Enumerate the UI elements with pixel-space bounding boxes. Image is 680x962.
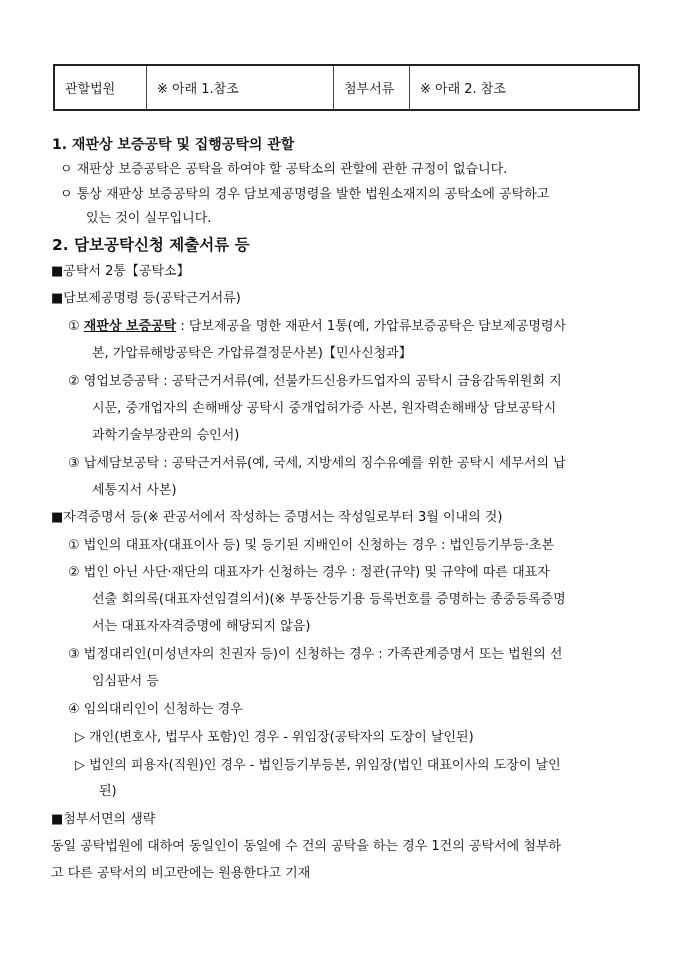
section1-bullet-2-cont: 있는 것이 실무입니다. (86, 211, 212, 226)
business-guarantee-cont-1: 시문, 중개업자의 손해배상 공탁시 중개업허가증 사본, 원자력손해배상 담보공탁시 (92, 401, 557, 416)
business-guarantee-line: ② 영업보증공탁 : 공탁근거서류(예, 선불카드신용카드업자의 공탁시 금융감독위원회 지 (68, 374, 562, 389)
qualification-4: ④ 임의대리인이 신청하는 경우 (68, 702, 243, 717)
business-guarantee-cont-2: 과학기술부장관의 승인서) (92, 428, 240, 443)
attachment-value: ※ 아래 2. 참조 (420, 82, 506, 97)
deposit-form-item: ■공탁서 2통【공탁소】 (51, 264, 190, 279)
section1-bullet-1: ㅇ 재판상 보증공탁은 공탁을 하여야 할 공탁소의 관할에 관한 규정이 없습니다. (60, 162, 508, 177)
qualification-2-cont-1: 선출 회의록(대표자선임결의서)(※ 부동산등기용 등록번호를 증명하는 종중등록증명 (92, 592, 566, 607)
qualification-1: ① 법인의 대표자(대표이사 등) 및 등기된 지배인이 신청하는 경우 : 법인등기부등·초본 (68, 538, 555, 553)
qualification-4-individual: ▷ 개인(변호사, 법무사 포함)인 경우 - 위임장(공탁자의 도장이 날인된) (75, 730, 474, 745)
attachment-label: 첨부서류 (334, 66, 410, 109)
security-order-item: ■담보제공명령 등(공탁근거서류) (51, 291, 241, 306)
info-table (53, 64, 640, 111)
qualification-3-cont: 임심판서 등 (92, 674, 159, 689)
section1-bullet-2: ㅇ 통상 재판상 보증공탁의 경우 담보제공명령을 발한 법원소재지의 공탁소에 공탁하고 (60, 187, 550, 202)
judicial-guarantee-line (68, 318, 566, 336)
qualification-2-cont-2: 서는 대표자자격증명에 해당되지 않음) (92, 619, 311, 634)
omission-item: ■첨부서면의 생략 (51, 812, 156, 827)
qualification-2: ② 법인 아닌 사단·재단의 대표자가 신청하는 경우 : 정관(규약) 및 규약에 따른 대표자 (68, 565, 550, 580)
judicial-guarantee-cont: 본, 가압류해방공탁은 가압류결정문사본)【민사신청과】 (92, 346, 412, 361)
qualification-4-employee: ▷ 법인의 피용자(직원)인 경우 - 법인등기부등본, 위임장(법인 대표이사의 도장이 날인 (75, 758, 561, 773)
tax-security-cont: 세통지서 사본) (92, 483, 177, 498)
omission-paragraph-1: 동일 공탁법원에 대하여 동일인이 동일에 수 건의 공탁을 하는 경우 1건의 공탁서에 첨부하 (51, 839, 561, 854)
item-number: ① (68, 319, 80, 334)
qualification-item: ■자격증명서 등(※ 관공서에서 작성하는 증명서는 작성일로부터 3월 이내의 것) (51, 510, 503, 525)
qualification-3: ③ 법정대리인(미성년자의 친권자 등)이 신청하는 경우 : 가족관계증명서 또는 법원의 선 (68, 647, 563, 662)
judicial-guarantee-term: 재판상 보증공탁 (83, 319, 177, 334)
court-label: 관할법원 (55, 66, 147, 109)
court-value: ※ 아래 1.참조 (147, 66, 334, 109)
qualification-4-employee-cont: 된) (99, 784, 117, 799)
tax-security-line: ③ 납세담보공탁 : 공탁근거서류(예, 국세, 지방세의 징수유예를 위한 공탁시 세무서의 납 (68, 456, 566, 471)
judicial-guarantee-desc: : 담보제공을 명한 재판서 1통(예, 가압류보증공탁은 담보제공명령사 (176, 319, 567, 334)
section2-heading: 2. 담보공탁신청 제출서류 등 (52, 236, 250, 254)
omission-paragraph-2: 고 다른 공탁서의 비고란에는 원용한다고 기재 (51, 866, 311, 881)
section1-heading: 1. 재판상 보증공탁 및 집행공탁의 관할 (52, 137, 295, 153)
